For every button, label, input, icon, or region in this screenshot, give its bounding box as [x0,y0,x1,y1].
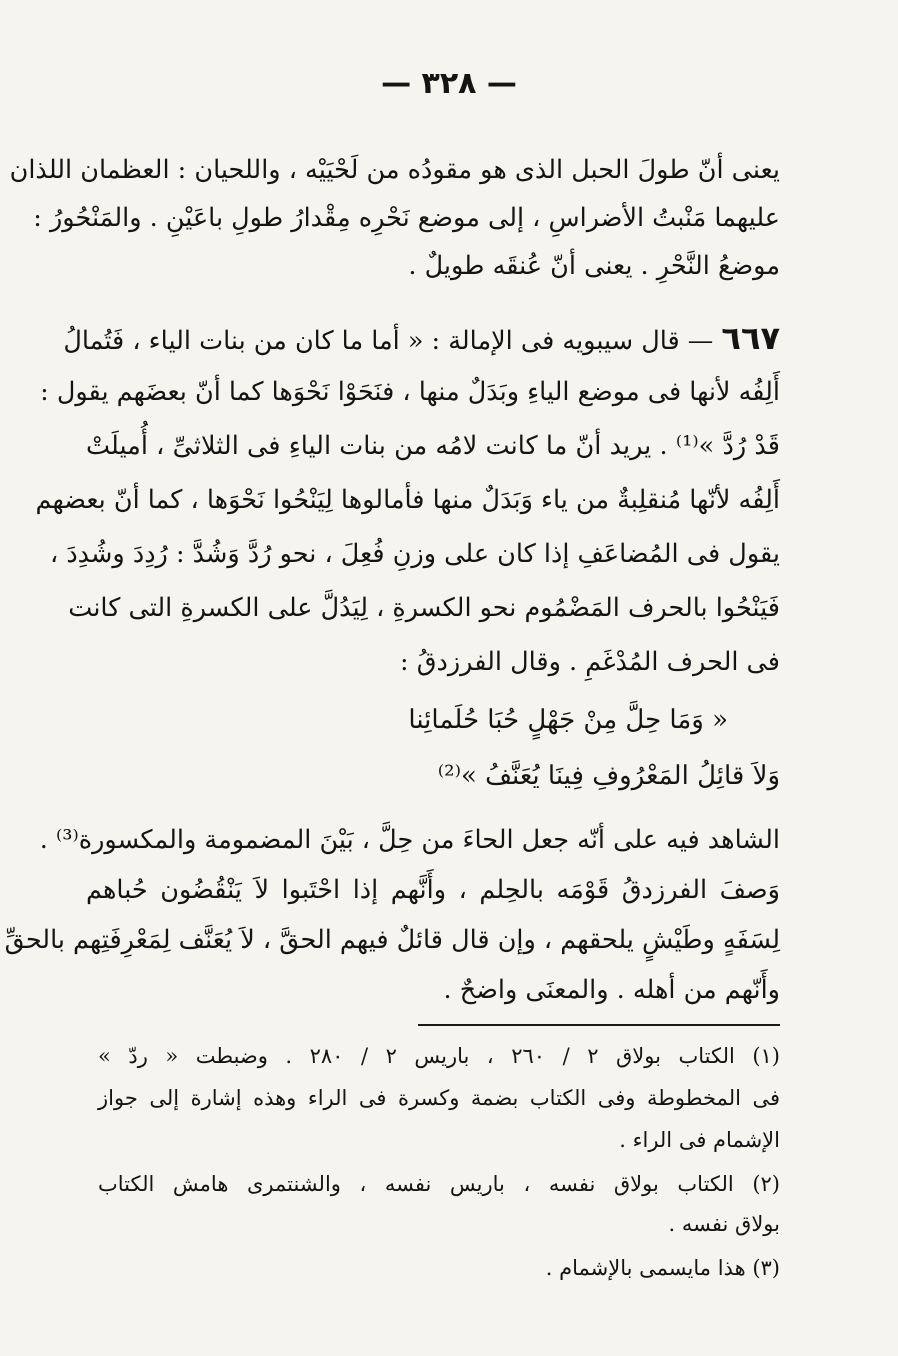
body-line: قَدْ رُدَّ »⁽¹⁾ . يريد أنّ ما كانت لامُه من بنات الياءِ فى الثلاثىِّ ، أُميلَتْ [86,431,780,461]
body-line: يقول فى المُضاعَفِ إذا كان على وزنِ فُعِلَ ، نحو رُدَّ وَشُدَّ : رُدِدَ وشُدِدَ ، [49,539,780,569]
body-line: موضعُ النَّحْرِ . يعنى أنّ عُنقَه طويلٌ . [408,251,780,281]
footnote-line: (٣) هذا مايسمى بالإشمام . [545,1256,780,1280]
verse-hemistich-1: « وَمَا حِلَّ مِنْ جَهْلٍ حُبَا حُلَمائِنا [408,705,728,735]
footnote-separator [418,1024,780,1026]
footnote-line: (١) الكتاب بولاق ٢ / ٢٦٠ ، باريس ٢ / ٢٨٠ . وضبطت « ردّ » [98,1044,780,1068]
page-number: — ٣٢٨ — [381,66,517,101]
commentary-line: الشاهد فيه على أنّه جعل الحاءَ من حِلَّ ، بَيْنَ المضمومة والمكسورة⁽³⁾ . [39,825,780,855]
paragraph-667-first-line [63,318,780,362]
body-line: فى الحرف المُدْغَمِ . وقال الفرزدقُ : [400,647,780,677]
commentary-line: وَصفَ الفرزدقُ قَوْمَه بالحِلم ، وأَنَّهم إذا احْتَبوا لاَ يَنْقُضُون حُباهم [86,875,780,905]
paragraph-number: ٦٦٧ [721,319,780,357]
body-line: يعنى أنّ طولَ الحبل الذى هو مقودُه من لَحْيَيْه ، واللحيان : العظمان اللذان [9,155,780,185]
body-line: فَيَنْحُوا بالحرف المَضْمُوم نحو الكسرةِ ، لِيَدُلَّ على الكسرةِ التى كانت [68,593,780,623]
body-line: عليهما مَنْبتُ الأضراسِ ، إلى موضع نَحْرِه مِقْدارُ طولِ باعَيْنِ . والمَنْحُورُ : [33,203,780,233]
footnote-line: بولاق نفسه . [668,1212,780,1236]
footnote-line: فى المخطوطة وفى الكتاب بضمة وكسرة فى الراء وهذه إشارة إلى جواز [98,1086,780,1110]
footnote-line: (٢) الكتاب بولاق نفسه ، باريس نفسه ، والشنتمرى هامش الكتاب [98,1172,780,1196]
body-line: أَلِفُه لأنها فى موضع الياءِ وبَدَلٌ منها ، فنَحَوْا نَحْوَها كما أنّ بعضَهم يقول : [40,377,780,407]
verse-hemistich-2: وَلاَ قائِلُ المَعْرُوفِ فِينَا يُعَنَّفُ »⁽²⁾ [437,761,780,791]
footnote-line: الإشمام فى الراء . [619,1128,780,1152]
commentary-line: وأَنّهم من أهله . والمعنَى واضحٌ . [443,975,780,1005]
commentary-line: لِسَفَهٍ وطَيْشٍ يلحقهم ، وإن قال قائلٌ فيهم الحقَّ ، لاَ يُعَنَّف لِمَعْرِفَتِهم بالحقِّ [4,925,780,955]
body-line: أَلِفُه لأنّها مُنقلِبةٌ من ياء وَبَدَلٌ منها فأمالوها لِيَنْحُوا نَحْوَها ، كما أنّ بعضهم [35,485,780,515]
body-line: — قال سيبويه فى الإمالة : « أما ما كان من بنات الياء ، فَتُمالُ [63,326,714,356]
